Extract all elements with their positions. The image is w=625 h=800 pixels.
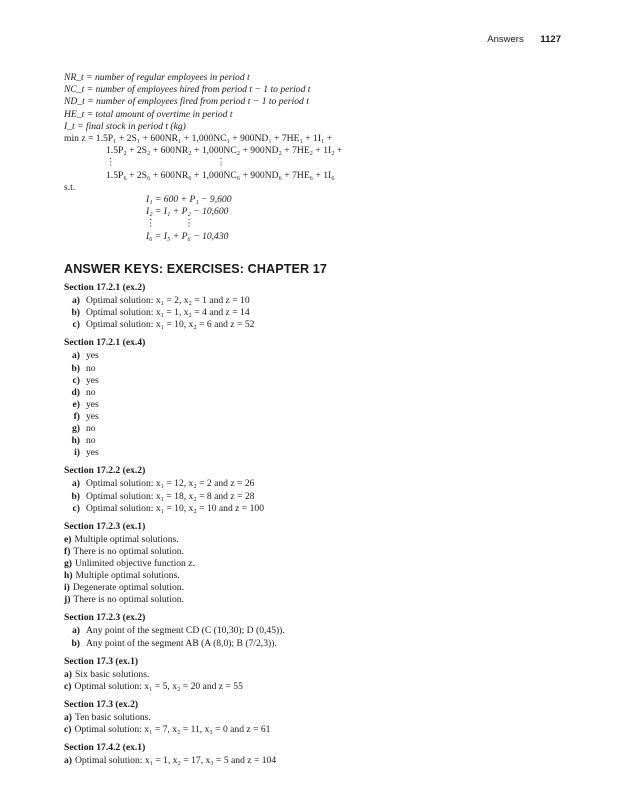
answer-item — [64, 724, 564, 736]
answer-text: yes — [86, 374, 99, 386]
answer-label: b) — [71, 362, 80, 374]
answer-item — [64, 478, 564, 490]
answer-item — [64, 411, 564, 423]
answer-item — [64, 399, 564, 411]
answer-label: a) — [64, 668, 72, 680]
section-heading: Section 17.2.1 (ex.4) — [64, 337, 146, 349]
answer-item — [64, 669, 564, 681]
definition-line: ND_t = number of employees fired from period t − 1 to period t — [64, 96, 309, 108]
answer-text: Multiple optimal solutions. — [74, 533, 179, 545]
objective-ellipsis: ⋮ ⋮ — [106, 157, 226, 169]
answer-item — [64, 534, 564, 546]
variable-definitions — [64, 72, 564, 133]
section-heading: Section 17.3 (ex.1) — [64, 655, 139, 667]
answer-label: a) — [72, 478, 80, 490]
answer-text: Optimal solution: x₁ = 12, x₂ = 2 and z = 26 — [86, 478, 255, 490]
section-heading: Section 17.2.1 (ex.2) — [64, 282, 146, 293]
answer-text: Optimal solution: x₁ = 1, x₂ = 17, x₃ = 5 and z = 104 — [75, 755, 277, 767]
definition-line: NC_t = number of employees hired from period t − 1 to period t — [64, 84, 311, 96]
answer-label: e) — [64, 533, 72, 545]
answer-text: no — [86, 386, 96, 398]
running-header-section: Answers — [487, 34, 524, 45]
constraint-ellipsis: ⋮ ⋮ — [146, 218, 194, 230]
answer-text: Optimal solution: x₁ = 10, x₂ = 6 and z = 52 — [86, 319, 255, 331]
answer-item — [64, 423, 564, 435]
answer-section — [64, 656, 564, 693]
section-heading: Section 17.2.3 (ex.2) — [64, 612, 146, 624]
answer-item — [64, 447, 564, 459]
answer-item — [64, 755, 564, 767]
answer-label: b) — [71, 490, 80, 502]
answer-item — [64, 491, 564, 503]
definition-line: NR_t = number of regular employees in period t — [64, 72, 250, 83]
answer-label: i) — [64, 582, 70, 594]
definition-line: I_t = final stock in period t (kg) — [64, 120, 186, 132]
answer-item — [64, 375, 564, 387]
answer-text: yes — [86, 350, 99, 362]
answer-label: c) — [72, 374, 80, 386]
answer-section — [64, 742, 564, 767]
answer-label: f) — [73, 410, 80, 422]
answer-label: a) — [72, 350, 80, 362]
answer-text: yes — [86, 410, 99, 422]
answer-label: c) — [72, 319, 80, 331]
answer-text: Degenerate optimal solution. — [72, 582, 184, 594]
answer-label: a) — [64, 755, 72, 767]
answer-label: d) — [71, 386, 80, 398]
constraint-line: I₁ = 600 + P₁ − 9,600 — [146, 194, 232, 206]
objective-line: 1.5P₂ + 2S₂ + 600NR₂ + 1,000NC₂ + 900ND₂ + 7HE₂ + 1I₂ + — [106, 145, 343, 157]
answer-section — [64, 699, 564, 736]
answer-item — [64, 594, 564, 606]
answer-text: Any point of the segment AB (A (8,0); B (7/2,3)). — [86, 637, 277, 649]
answer-text: Ten basic solutions. — [75, 712, 151, 723]
answer-text: Optimal solution: x₁ = 1, x₂ = 4 and z = 14 — [86, 307, 250, 319]
answer-text: There is no optimal solution. — [73, 594, 184, 606]
answer-text: There is no optimal solution. — [73, 545, 184, 557]
answer-text: no — [86, 423, 96, 435]
answer-item — [64, 712, 564, 724]
answer-item — [64, 350, 564, 362]
answer-item — [64, 570, 564, 582]
answer-section — [64, 521, 564, 607]
answer-label: a) — [72, 295, 80, 307]
answer-label: j) — [64, 594, 71, 606]
answer-item — [64, 625, 564, 637]
answer-text: no — [86, 362, 96, 374]
answer-item — [64, 295, 564, 307]
answer-text: Optimal solution: x₁ = 10, x₂ = 10 and z = 100 — [86, 502, 265, 514]
answer-label: b) — [71, 637, 80, 649]
answer-item — [64, 558, 564, 570]
answer-label: c) — [64, 680, 72, 692]
answer-label: g) — [72, 423, 80, 435]
optimization-model — [64, 133, 564, 243]
answer-label: h) — [64, 570, 73, 582]
answer-text: Optimal solution: x₁ = 7, x₂ = 11, x₃ = 0 and z = 61 — [74, 724, 271, 736]
subject-to-label: s.t. — [64, 181, 76, 193]
answer-section — [64, 282, 564, 331]
constraint-line: I₂ = I₁ + P₂ − 10,600 — [146, 206, 229, 218]
answer-item — [64, 307, 564, 319]
section-heading: Section 17.2.2 (ex.2) — [64, 465, 146, 477]
answer-item — [64, 638, 564, 650]
objective-line: min z = 1.5P₁ + 2S₁ + 600NR₁ + 1,000NC₁ + 900ND₁ + 7HE₁ + 1I₁ + — [64, 133, 333, 144]
answer-text: Optimal solution: x₁ = 18, x₂ = 8 and z = 28 — [86, 490, 255, 502]
objective-line: 1.5P₆ + 2S₆ + 600NR₆ + 1,000NC₆ + 900ND₆ + 7HE₆ + 1I₆ — [106, 169, 335, 181]
answer-text: Unlimited objective function z. — [75, 557, 195, 569]
answer-item — [64, 582, 564, 594]
running-header — [487, 34, 561, 45]
answer-label: e) — [72, 398, 80, 410]
answer-label: h) — [71, 435, 80, 447]
answer-item — [64, 363, 564, 375]
answer-text: yes — [86, 447, 99, 459]
answer-text: Optimal solution: x₁ = 5, x₂ = 20 and z = 55 — [74, 680, 243, 692]
constraint-line: I₆ = I₅ + P₆ − 10,430 — [146, 230, 229, 242]
answer-label: f) — [64, 545, 71, 557]
answer-item — [64, 546, 564, 558]
answer-keys — [64, 282, 564, 773]
answer-label: c) — [64, 724, 72, 736]
page-number: 1127 — [540, 34, 561, 45]
answer-label: c) — [72, 502, 80, 514]
answer-item — [64, 435, 564, 447]
answer-item — [64, 681, 564, 693]
answer-text: Six basic solutions. — [75, 668, 150, 680]
answer-text: Any point of the segment CD (C (10,30); D (0,45)). — [86, 625, 285, 637]
answer-text: no — [86, 435, 96, 447]
answer-label: b) — [71, 307, 80, 319]
answer-item — [64, 387, 564, 399]
answer-label: a) — [72, 625, 80, 637]
answer-text: Optimal solution: x₁ = 2, x₂ = 1 and z = 10 — [86, 295, 250, 307]
answer-text: yes — [86, 398, 99, 410]
section-heading: Section 17.4.2 (ex.1) — [64, 742, 146, 754]
answer-label: a) — [64, 712, 72, 723]
definition-line: HE_t = total amount of overtime in period t — [64, 108, 233, 120]
answer-label: i) — [74, 447, 80, 459]
answer-text: Multiple optimal solutions. — [75, 570, 180, 582]
answer-item — [64, 319, 564, 331]
answer-item — [64, 503, 564, 515]
section-heading: Section 17.3 (ex.2) — [64, 698, 139, 710]
answer-section — [64, 337, 564, 459]
chapter-title: ANSWER KEYS: EXERCISES: CHAPTER 17 — [64, 262, 328, 276]
answer-section — [64, 465, 564, 514]
answer-section — [64, 612, 564, 649]
answer-label: g) — [64, 557, 72, 569]
section-heading: Section 17.2.3 (ex.1) — [64, 520, 146, 532]
